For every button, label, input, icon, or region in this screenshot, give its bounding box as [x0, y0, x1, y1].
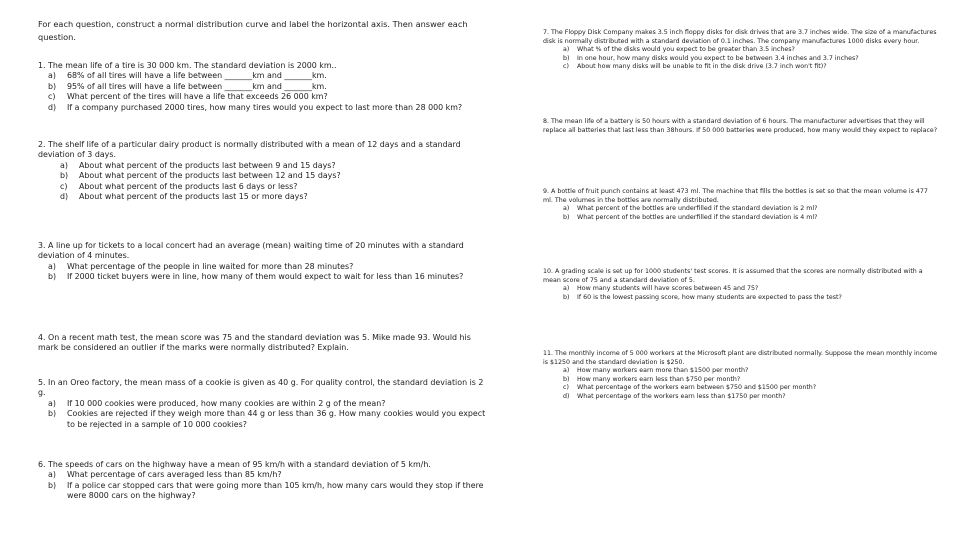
question-stem: 11. The monthly income of 5 000 workers at the Microsoft plant are distributed normally. Suppose the mean monthly income is $1250 and the standard deviation is $250.	[543, 350, 938, 366]
question-part: b) If 60 is the lowest passing score, how many students are expected to pass the test?	[563, 293, 842, 301]
question-part: d) What percentage of the workers earn less than $1750 per month?	[563, 392, 786, 400]
question-stem: 10. A grading scale is set up for 1000 students' test scores. It is assumed that the scores are normally distributed with a mean score of 75 and a standard deviation of 5.	[543, 268, 923, 284]
question-part: c) About how many disks will be unable to fit in the disk drive (3.7 inch won't fit)?	[563, 63, 827, 71]
question-part: d) If a company purchased 2000 tires, how many tires would you expect to last more than 28 000 km?	[48, 102, 463, 112]
question-part: a) If 10 000 cookies were produced, how many cookies are within 2 g of the mean?	[48, 398, 386, 408]
question-part: d) About what percent of the products last 15 or more days?	[60, 192, 308, 202]
question-part: a) What percentage of the people in line waited for more than 28 minutes?	[48, 261, 354, 271]
question-part: a) What percent of the bottles are underfilled if the standard deviation is 2 ml?	[563, 205, 818, 213]
question-1	[38, 61, 493, 113]
question-part: b) Cookies are rejected if they weigh more than 44 g or less than 36 g. How many cookies would you expect to be rejected in a sample of 10 000 cookies?	[48, 409, 486, 429]
question-part: a) 68% of all tires will have a life between _______km and _______km.	[48, 71, 327, 81]
question-10	[543, 268, 938, 302]
question-part: a) What percentage of cars averaged less than 85 km/h?	[48, 470, 282, 480]
question-3	[38, 241, 493, 283]
question-part: b) If 2000 ticket buyers were in line, how many of them would expect to wait for less than 16 minutes?	[48, 272, 464, 282]
question-part: c) What percent of the tires will have a life that exceeds 26 000 km?	[48, 92, 328, 102]
question-part: b) How many workers earn less than $750 per month?	[563, 375, 741, 383]
question-6	[38, 460, 493, 502]
question-8	[543, 118, 938, 135]
question-part: b) 95% of all tires will have a life between _______km and _______km.	[48, 81, 327, 91]
question-stem: 9. A bottle of fruit punch contains at least 473 ml. The machine that fills the bottles is set so that the mean volume is 477 ml. The volumes in the bottles are normally distributed.	[543, 188, 928, 204]
question-2	[38, 140, 493, 202]
question-11	[543, 350, 938, 402]
question-part: b) About what percent of the products last between 12 and 15 days?	[60, 171, 341, 181]
instructions: For each question, construct a normal distribution curve and label the horizontal axis. Then answer each question.	[38, 19, 468, 42]
question-7	[543, 29, 938, 72]
question-part: b) In one hour, how many disks would you expect to be between 3.4 inches and 3.7 inches?	[563, 54, 859, 62]
question-stem: 7. The Floppy Disk Company makes 3.5 inch floppy disks for disk drives that are 3.7 inches wide. The size of a manufactures disk is normally distributed with a standard deviation of 0.1 inches. The company manufactures 1000 disks every hour.	[543, 29, 937, 45]
question-stem: 4. On a recent math test, the mean score was 75 and the standard deviation was 5. Mike made 93. Would his mark be considered an outlier if the marks were normally distributed? Explain.	[38, 333, 471, 353]
question-stem: 8. The mean life of a battery is 50 hours with a standard deviation of 6 hours. The manufacturer advertises that they will replace all batteries that last less than 38hours. If 50 000 batteries were produced, how many would they expect to replace?	[543, 118, 938, 134]
question-part: a) What % of the disks would you expect to be greater than 3.5 inches?	[563, 46, 795, 54]
question-part: c) What percentage of the workers earn between $750 and $1500 per month?	[563, 384, 817, 392]
question-part: a) How many students will have scores between 45 and 75?	[563, 285, 759, 293]
question-part: b) What percent of the bottles are underfilled if the standard deviation is 4 ml?	[563, 213, 818, 221]
question-stem: 6. The speeds of cars on the highway have a mean of 95 km/h with a standard deviation of 5 km/h.	[38, 460, 431, 469]
question-part: a) About what percent of the products last between 9 and 15 days?	[60, 160, 336, 170]
question-stem: 3. A line up for tickets to a local concert had an average (mean) waiting time of 20 minutes with a standard deviation of 4 minutes.	[38, 241, 464, 261]
question-stem: 2. The shelf life of a particular dairy product is normally distributed with a mean of 12 days and a standard deviation of 3 days.	[38, 140, 461, 160]
question-stem: 5. In an Oreo factory, the mean mass of a cookie is given as 40 g. For quality control, the standard deviation is 2 g.	[38, 378, 484, 398]
question-part: b) If a police car stopped cars that were going more than 105 km/h, how many cars would they stop if there were 8000 cars on the highway?	[48, 480, 484, 501]
question-5	[38, 378, 493, 430]
question-9	[543, 188, 938, 222]
question-stem: 1. The mean life of a tire is 30 000 km. The standard deviation is 2000 km..	[38, 61, 337, 70]
question-4	[38, 333, 493, 354]
question-part: a) How many workers earn more than $1500 per month?	[563, 367, 749, 375]
question-part: c) About what percent of the products last 6 days or less?	[60, 181, 298, 191]
